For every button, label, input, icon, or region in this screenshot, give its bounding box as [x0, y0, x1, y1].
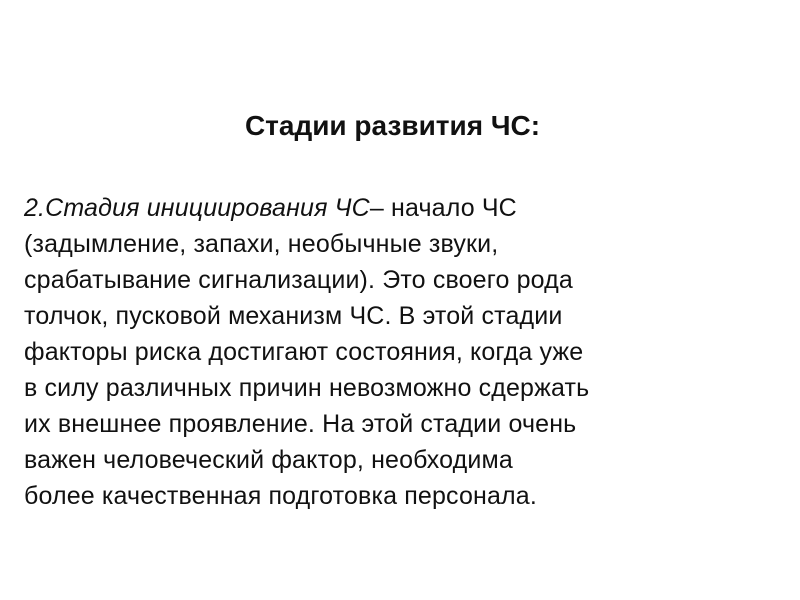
paragraph-line-8: важен человеческий фактор, необходима [24, 446, 513, 474]
paragraph-line-2: (задымление, запахи, необычные звуки, [24, 230, 499, 258]
paragraph-line-6: в силу различных причин невозможно сдержать [24, 374, 590, 402]
paragraph-number: 2. [24, 194, 46, 222]
slide-title: Стадии развития ЧС: [244, 110, 541, 141]
stage-paragraph [24, 190, 800, 514]
paragraph-line-text: – начало ЧС [369, 194, 517, 222]
paragraph-line-4: толчок, пусковой механизм ЧС. В этой стадии [24, 302, 563, 330]
paragraph-line-9: более качественная подготовка персонала. [24, 482, 537, 510]
paragraph-line-1 [24, 190, 800, 226]
paragraph-line-7: их внешнее проявление. На этой стадии очень [24, 410, 577, 438]
paragraph-line-3: срабатывание сигнализации). Это своего рода [24, 266, 573, 294]
stage-term: Стадия инициирования ЧС [45, 194, 370, 222]
paragraph-line-5: факторы риска достигают состояния, когда уже [24, 338, 584, 366]
